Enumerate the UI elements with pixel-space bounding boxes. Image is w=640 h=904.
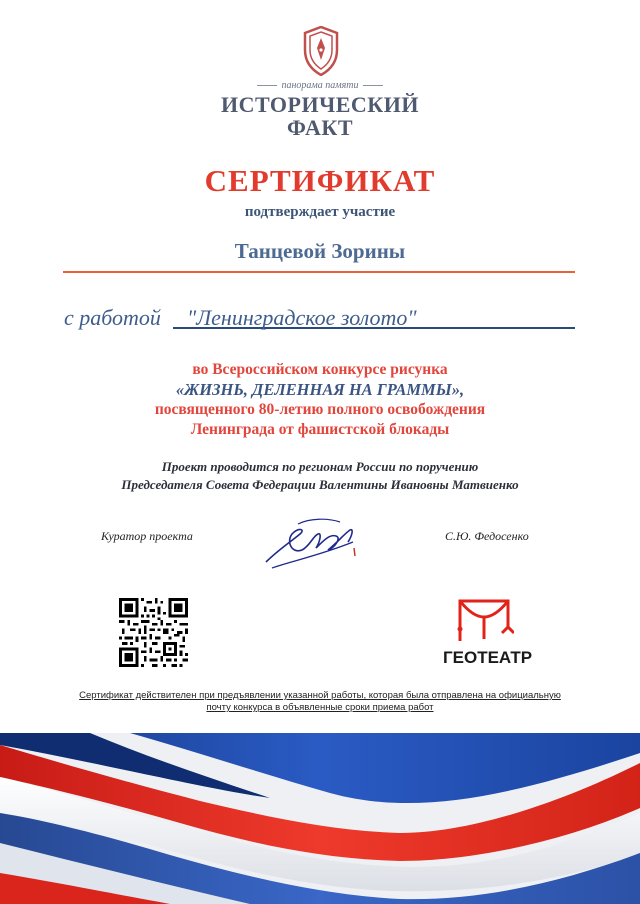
certificate-title: СЕРТИФИКАТ xyxy=(204,163,436,198)
shield-pen-icon xyxy=(303,26,339,76)
curator-name: С.Ю. Федосенко xyxy=(445,529,529,543)
project-note: Проект проводится по регионам России по поручению Председателя Совета Федерации Валентины Ивановны Матвиенко xyxy=(121,459,519,492)
logo-title: ИСТОРИЧЕСКИЙ ФАКТ xyxy=(221,92,419,140)
work-label: с работой xyxy=(64,305,161,330)
confirms-text: подтверждает участие xyxy=(244,204,396,220)
work-title: "Ленинградское золото" xyxy=(173,305,575,329)
logo-tagline: панорама памяти xyxy=(0,80,640,91)
divider xyxy=(63,271,575,273)
partner-name: ГЕОТЕАТР xyxy=(443,648,533,667)
flag-wave-decoration xyxy=(0,733,640,904)
curator-label: Куратор проекта xyxy=(101,529,193,543)
validity-note: Сертификат действителен при предъявлении указанной работы, которая была отправлена на официальную почту конкурса в объявленные сроки приема работ xyxy=(79,690,561,713)
theatre-icon xyxy=(454,597,514,643)
recipient-name: Танцевой Зорины xyxy=(234,239,406,263)
signature-image xyxy=(258,512,363,574)
contest-description: во Всероссийском конкурсе рисунка «ЖИЗНЬ, ДЕЛЕННАЯ НА ГРАММЫ», посвященного 80-летию полного освобождения Ленинграда от фашистской блокады xyxy=(154,361,486,438)
qr-code[interactable] xyxy=(119,598,188,667)
